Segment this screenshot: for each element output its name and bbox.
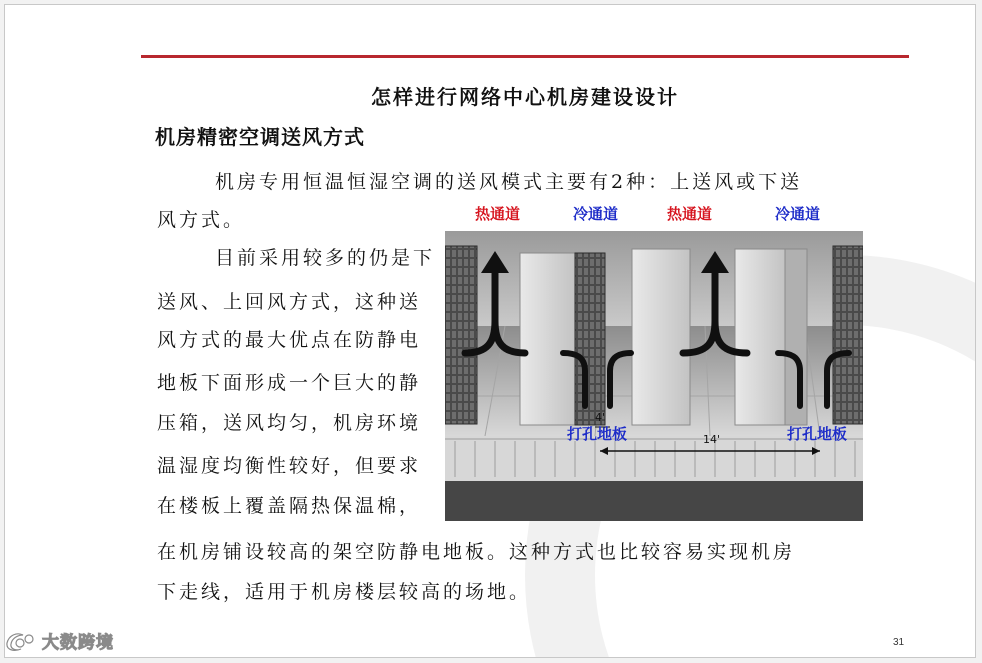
- body-line: 目前采用较多的仍是下: [215, 247, 436, 269]
- body-line: 在机房铺设较高的架空防静电地板。这种方式也比较容易实现机房: [157, 541, 796, 563]
- airflow-diagram: [445, 231, 863, 521]
- body-line: 机房专用恒温恒湿空调的送风模式主要有2种：上送风或下送: [215, 171, 803, 193]
- page-number: 31: [893, 637, 905, 648]
- page-title: 怎样进行网络中心机房建设设计: [371, 85, 679, 109]
- brand-logo-text: 大数跨境: [42, 633, 114, 653]
- body-line: 压箱，送风均匀，机房环境: [157, 412, 422, 434]
- rack-row: [833, 246, 863, 424]
- header-rule: [141, 55, 909, 58]
- hot-aisle-label: 热通道: [667, 205, 713, 223]
- rack-row: [445, 246, 477, 424]
- sina-weibo-eye-icon: [4, 629, 38, 653]
- rack-row: [735, 249, 807, 425]
- body-line: 地板下面形成一个巨大的静: [157, 372, 422, 394]
- body-line: 风方式的最大优点在防静电: [157, 329, 422, 351]
- body-line: 在楼板上覆盖隔热保温棉，: [157, 495, 422, 517]
- airflow-diagram-svg: [445, 231, 863, 521]
- body-line: 温湿度均衡性较好，但要求: [157, 455, 422, 477]
- section-heading: 机房精密空调送风方式: [155, 125, 365, 149]
- cold-aisle-label: 冷通道: [573, 205, 619, 223]
- body-line: 风方式。: [157, 209, 246, 231]
- body-line: 下走线，适用于机房楼层较高的场地。: [157, 581, 532, 603]
- perforated-tile-label: 打孔地板: [567, 425, 628, 443]
- perforated-tile-label: 打孔地板: [787, 425, 848, 443]
- dimension-label-large: 14': [703, 433, 721, 446]
- brand-logo: [4, 628, 114, 653]
- rack-row: [520, 253, 605, 425]
- rack-row: [632, 249, 690, 425]
- hot-aisle-label: 热通道: [475, 205, 521, 223]
- body-line: 送风、上回风方式，这种送: [157, 291, 422, 313]
- cold-aisle-label: 冷通道: [775, 205, 821, 223]
- dimension-label-small: 4': [595, 411, 606, 424]
- concrete-slab: [445, 481, 863, 521]
- slide-page: [4, 4, 976, 658]
